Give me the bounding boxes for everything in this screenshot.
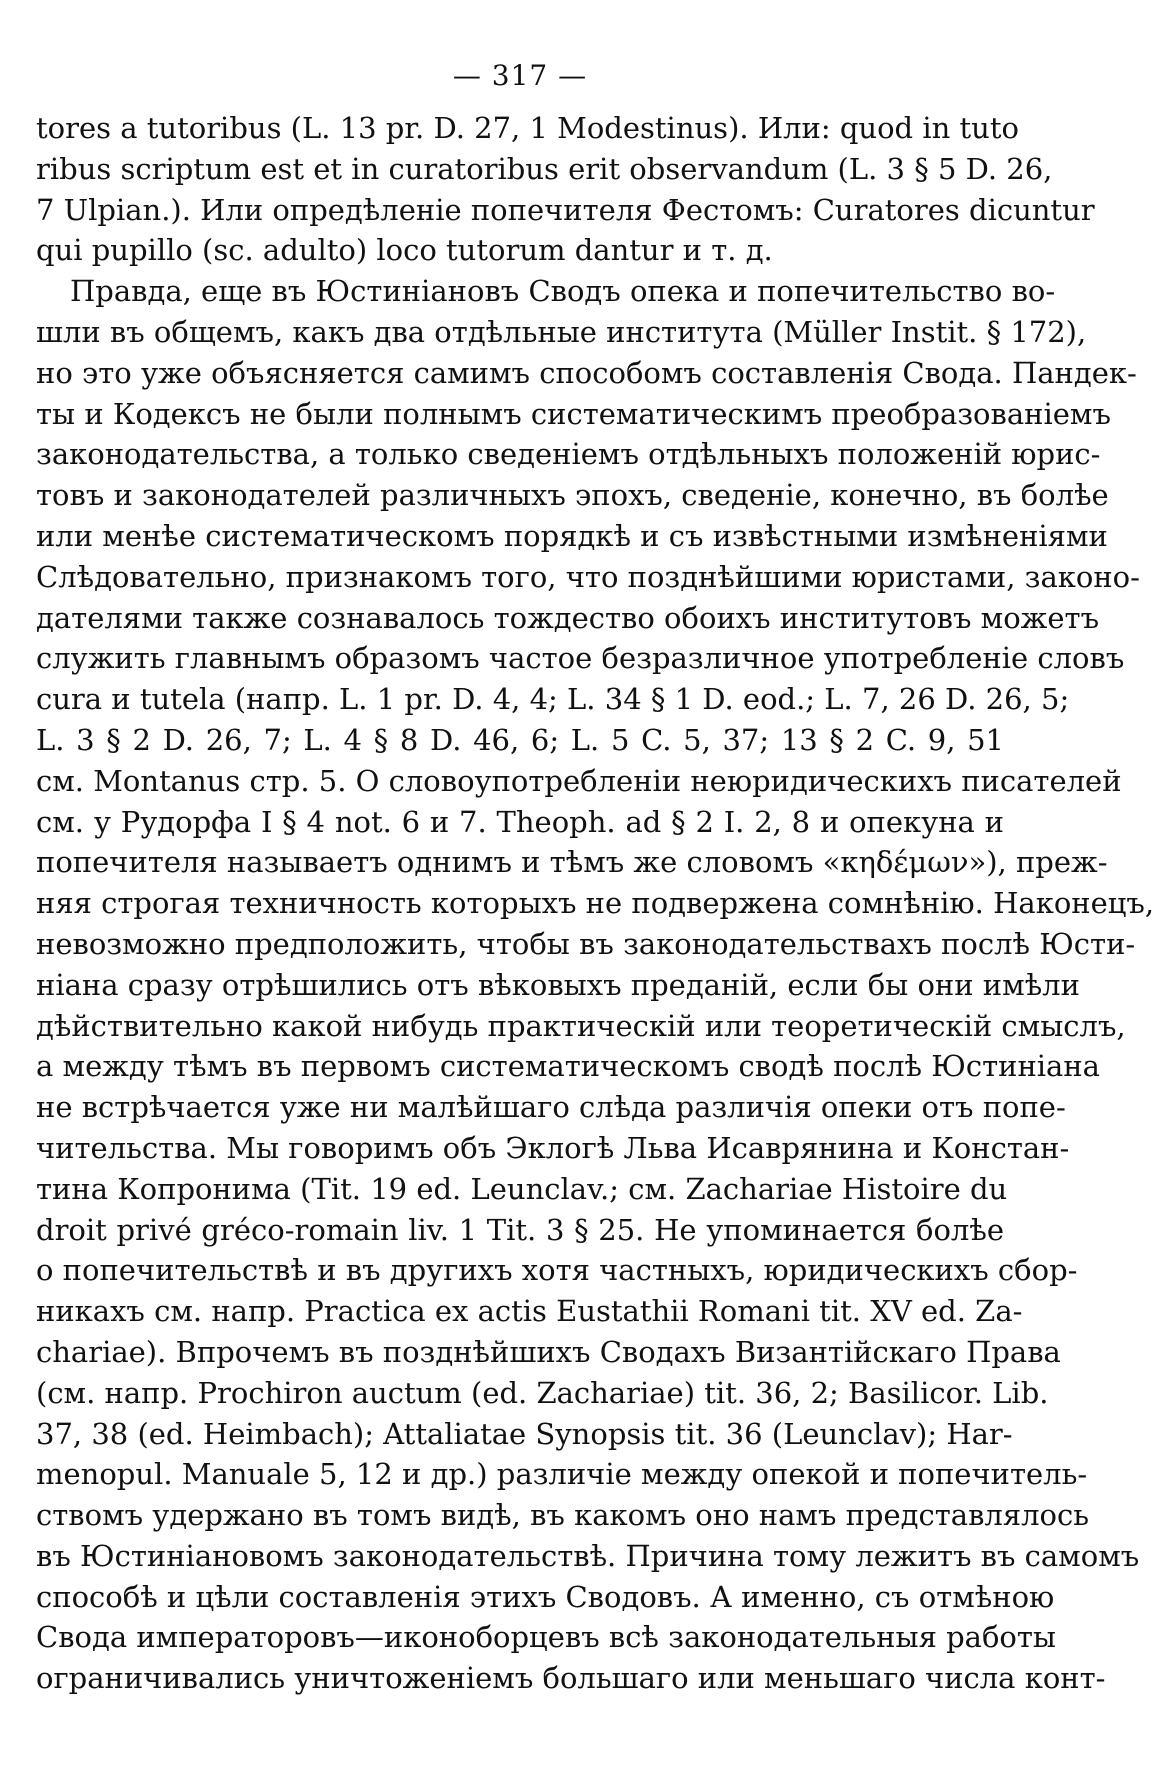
text-line: чительства. Мы говоримъ объ Эклогѣ Льва Исаврянина и Констан- <box>36 1130 1070 1165</box>
text-line: Слѣдовательно, признакомъ того, что позднѣйшими юристами, законо- <box>36 559 1140 594</box>
text-line: 37, 38 (ed. Heimbach); Attaliatae Synopsis tit. 36 (Leunclav); Har- <box>36 1416 1013 1451</box>
text-line: дѣйствительно какой нибудь практическій или теоретическій смыслъ, <box>36 1008 1126 1043</box>
text-line: товъ и законодателей различныхъ эпохъ, сведеніе, конечно, въ болѣе <box>36 478 1109 513</box>
text-line: ствомъ удержано въ томъ видѣ, въ какомъ оно намъ представлялось <box>36 1498 1090 1533</box>
book-page <box>36 56 1154 1699</box>
text-line: ribus scriptum est et in curatoribus erit observandum (L. 3 § 5 D. 26, <box>36 151 1053 186</box>
text-line: дателями также сознавалось тождество обоихъ институтовъ можетъ <box>36 600 1100 635</box>
text-line: menopul. Manuale 5, 12 и др.) различіе между опекой и попечитель- <box>36 1457 1088 1492</box>
text-line: ограничивались уничтоженіемъ большаго или меньшаго числа конт- <box>36 1661 1106 1696</box>
text-line: а между тѣмъ въ первомъ систематическомъ сводѣ послѣ Юстиніана <box>36 1049 1100 1084</box>
text-line: ты и Кодексъ не были полнымъ систематическимъ преобразованіемъ <box>36 396 1111 431</box>
text-line: о попечительствѣ и въ другихъ хотя частныхъ, юридическихъ сбор- <box>36 1253 1078 1288</box>
text-line: способѣ и цѣли составленія этихъ Сводовъ. А именно, съ отмѣною <box>36 1579 1055 1614</box>
text-line: служить главнымъ образомъ частое безразличное употребленіе словъ <box>36 641 1125 676</box>
text-line: см. Montanus стр. 5. О словоупотребленіи неюридическихъ писателей <box>36 763 1122 798</box>
page-number: — 317 — <box>452 59 588 92</box>
text-line: 7 Ulpian.). Или опредѣленіе попечителя Фестомъ: Curatores dicuntur <box>36 192 1095 227</box>
text-line: L. 3 § 2 D. 26, 7; L. 4 § 8 D. 46, 6; L. 5 C. 5, 37; 13 § 2 C. 9, 51 <box>36 722 1004 757</box>
text-line: droit privé gréco-romain liv. 1 Tit. 3 § 25. Не упоминается болѣе <box>36 1212 1004 1247</box>
text-line: Правда, еще въ Юстиніановъ Сводъ опека и попечительство во- <box>70 274 1056 309</box>
text-line: см. у Рудорфа I § 4 not. 6 и 7. Theoph. ad § 2 I. 2, 8 и опекуна и <box>36 804 1004 839</box>
text-line: ніана сразу отрѣшились отъ вѣковыхъ преданій, если бы они имѣли <box>36 967 1080 1002</box>
text-line: cura и tutela (напр. L. 1 pr. D. 4, 4; L. 34 § 1 D. eod.; L. 7, 26 D. 26, 5; <box>36 682 1070 717</box>
paragraph-footnote-continuation <box>36 108 1095 271</box>
text-line: или менѣе систематическомъ порядкѣ и съ извѣстными измѣненіями <box>36 518 1108 553</box>
text-line: никахъ см. напр. Practica ex actis Eustathii Romani tit. XV ed. Za- <box>36 1294 1023 1329</box>
text-line: попечителя называетъ однимъ и тѣмъ же словомъ «κηδέμων»), преж- <box>36 845 1108 880</box>
text-line: въ Юстиніановомъ законодательствѣ. Причина тому лежитъ въ самомъ <box>36 1538 1140 1573</box>
text-line: не встрѣчается уже ни малѣйшаго слѣда различія опеки отъ попе- <box>36 1090 1066 1125</box>
text-line: tores a tutoribus (L. 13 pr. D. 27, 1 Modestinus). Или: quod in tuto <box>36 111 1019 145</box>
paragraph-main <box>36 271 1154 1699</box>
text-line: законодательства, а только сведеніемъ отдѣльныхъ положеній юрис- <box>36 437 1101 472</box>
text-line: няя строгая техничность которыхъ не подвержена сомнѣнію. Наконецъ, <box>36 886 1154 921</box>
text-line: chariae). Впрочемъ въ позднѣйшихъ Сводахъ Византійскаго Права <box>36 1334 1061 1369</box>
text-line: но это уже объясняется самимъ способомъ составленія Свода. Пандек- <box>36 355 1137 390</box>
text-line: Свода императоровъ—иконоборцевъ всѣ законодательныя работы <box>36 1620 1056 1655</box>
text-line: тина Копронима (Tit. 19 ed. Leunclav.; см. Zachariae Histoire du <box>36 1171 1008 1206</box>
text-line: невозможно предположить, чтобы въ законодательствахъ послѣ Юсти- <box>36 926 1136 961</box>
text-line: (см. напр. Prochiron auctum (ed. Zachariae) tit. 36, 2; Basilicor. Lib. <box>36 1375 1049 1410</box>
text-line: шли въ общемъ, какъ два отдѣльные института (Müller Instit. § 172), <box>36 314 1087 349</box>
text-line: qui pupillo (sc. adulto) loco tutorum dantur и т. д. <box>36 233 773 268</box>
